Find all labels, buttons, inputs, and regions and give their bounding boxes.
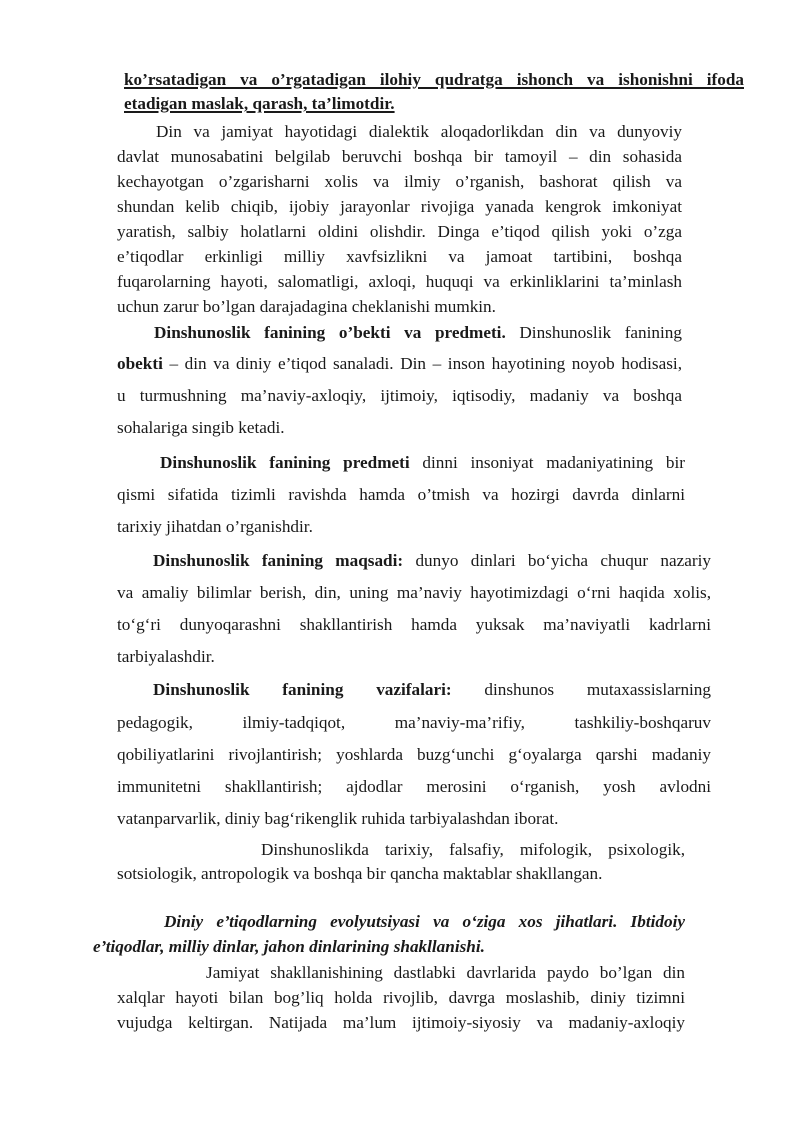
p4-line: va amaliy bilimlar berish, din, uning ma’naviy hayotimizdagi o‘rni haqida xolis, [117, 583, 711, 602]
p2-heading: Dinshunoslik fanining o’bekti va predmeti. [154, 323, 506, 342]
p4-line: to‘g‘ri dunyoqarashni shakllantirish hamda yuksak ma’naviyatli kadrlarni [117, 615, 711, 634]
intro-line-2: etadigan maslak, qarash, ta’limotdir. [124, 94, 395, 113]
p4-line: tarbiyalashdir. [117, 647, 215, 666]
p2-line: u turmushning ma’naviy-axloqiy, ijtimoiy, iqtisodiy, madaniy va boshqa [117, 386, 682, 405]
p1-line: kechayotgan o’zgarisharni xolis va ilmiy o’rganish, bashorat qilish va [117, 172, 682, 191]
p1-line: fuqarolarning hayoti, salomatligi, axloqi, huquqi va erkinliklarini ta’minlash [117, 272, 682, 291]
p3-heading: Dinshunoslik fanining predmeti [160, 453, 410, 472]
p5-line: vatanparvarlik, diniy bag‘rikenglik ruhida tarbiyalashdan iborat. [117, 809, 559, 828]
p6-line: sotsiologik, antropologik va boshqa bir qancha maktablar shakllangan. [117, 864, 603, 883]
p1-line: Din va jamiyat hayotidagi dialektik aloqadorlikdan din va dunyoviy [156, 122, 682, 141]
p1-line: e’tiqodlar erkinligi milliy xavfsizlikni va jamoat tartibini, boshqa [117, 247, 682, 266]
p3-text: dinni insoniyat madaniyatining bir [422, 453, 685, 472]
p2-line: sohalariga singib ketadi. [117, 418, 285, 437]
p7-line: Jamiyat shakllanishining dastlabki davrlarida paydo bo’lgan din [206, 963, 685, 982]
p1-line: shundan kelib chiqib, ijobiy jarayonlar rivojiga yanada kengrok imkoniyat [117, 197, 682, 216]
p7-line: xalqlar hayoti bilan bog’liq holda rivojlib, davrga moslashib, diniy tizimni [117, 988, 685, 1007]
p1-line: yaratish, salbiy holatlarni oldini olishdir. Dinga e’tiqod qilish yoki o’zga [117, 222, 682, 241]
heading-line-1: Diniy e’tiqodlarning evolyutsiyasi va o‘ziga xos jihatlari. Ibtidoiy [164, 912, 685, 931]
p2-text: Dinshunoslik fanining [519, 323, 682, 342]
p5-text: dinshunos mutaxassislarning [484, 680, 711, 699]
heading-line-2: e’tiqodlar, milliy dinlar, jahon dinlarining shakllanishi. [93, 937, 485, 956]
p7-line: vujudga keltirgan. Natijada ma’lum ijtimoiy-siyosiy va madaniy-axloqiy [117, 1013, 685, 1032]
intro-line-1: ko’rsatadigan va o’rgatadigan ilohiy qudratga ishonch va ishonishni ifoda [124, 70, 744, 89]
p1-line: uchun zarur bo’lgan darajadagina cheklanishi mumkin. [117, 297, 496, 316]
p4-text: dunyo dinlari bo‘yicha chuqur nazariy [415, 551, 712, 570]
p3-line: qismi sifatida tizimli ravishda hamda o’tmish va hozirgi davrda dinlarni [117, 485, 685, 504]
p5-line: qobiliyatlarini rivojlantirish; yoshlarda buzg‘unchi g‘oyalarga qarshi madaniy [117, 745, 711, 764]
p2-obekti: obekti [117, 354, 163, 373]
p5-heading: Dinshunoslik fanining vazifalari: [153, 680, 452, 699]
p5-line: pedagogik, ilmiy-tadqiqot, ma’naviy-ma’rifiy, tashkiliy-boshqaruv [117, 713, 711, 732]
p5-line: immunitetni shakllantirish; ajdodlar merosini o‘rganish, yosh avlodni [117, 777, 711, 796]
p6-line: Dinshunoslikda tarixiy, falsafiy, mifologik, psixologik, [261, 840, 685, 859]
p1-line: davlat munosabatini belgilab beruvchi boshqa bir tamoyil – din sohasida [117, 147, 682, 166]
p4-heading: Dinshunoslik fanining maqsadi: [153, 551, 404, 570]
p2-text: – din va diniy e’tiqod sanaladi. Din – inson hayotining noyob hodisasi, [169, 354, 682, 373]
p3-line: tarixiy jihatdan o’rganishdir. [117, 517, 313, 536]
